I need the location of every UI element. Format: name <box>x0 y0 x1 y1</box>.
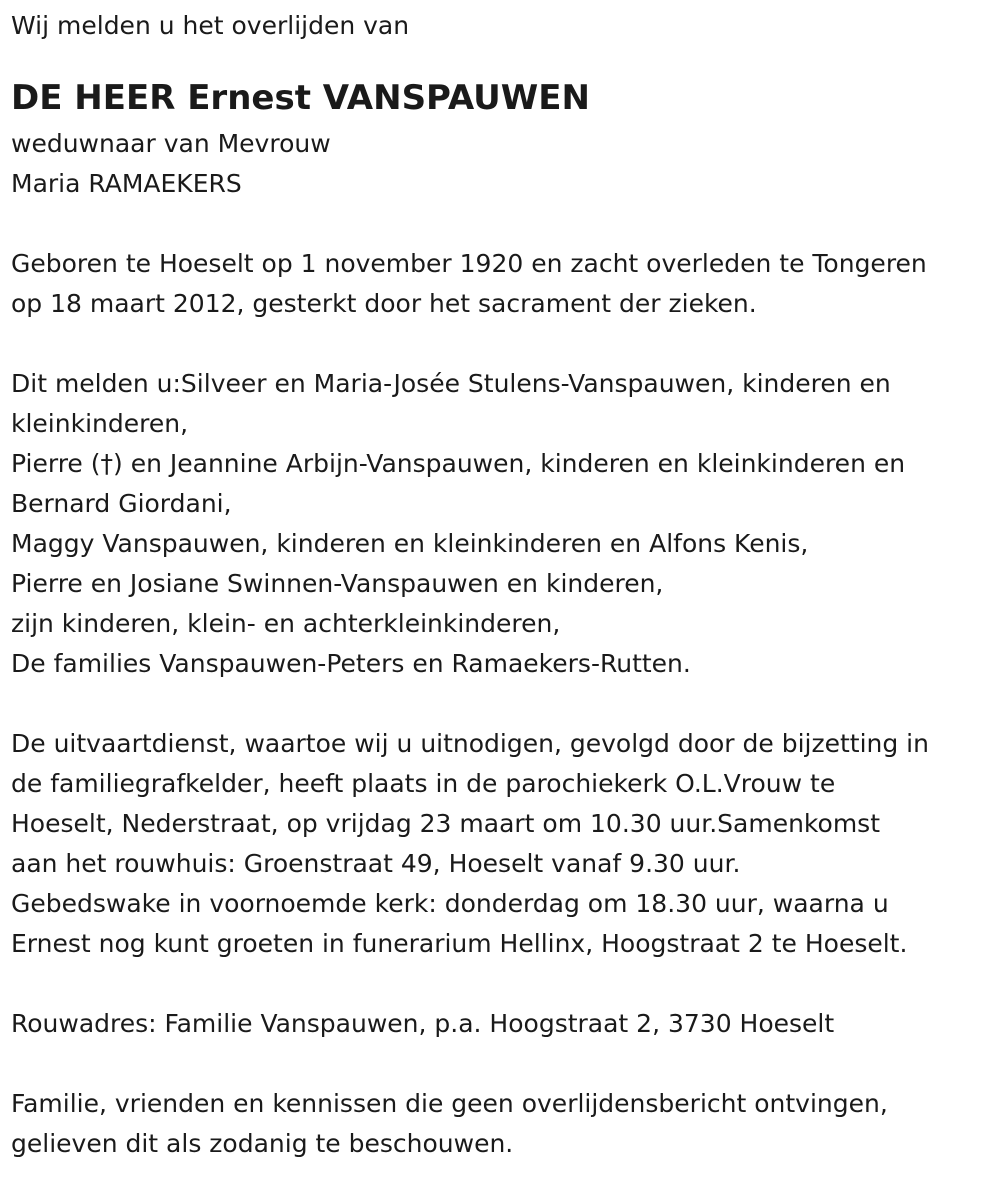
funeral-line: De uitvaartdienst, waartoe wij u uitnodigen, gevolgd door de bijzetting in <box>11 729 929 758</box>
family-line: zijn kinderen, klein- en achterkleinkinderen, <box>11 609 561 638</box>
funeral-line: aan het rouwhuis: Groenstraat 49, Hoeselt vanaf 9.30 uur. <box>11 849 741 878</box>
deceased-name: DE HEER Ernest VANSPAUWEN <box>11 78 590 118</box>
intro-text: Wij melden u het overlijden van <box>11 11 410 40</box>
closing-block <box>11 1084 990 1164</box>
family-line: kleinkinderen, <box>11 409 189 438</box>
spouse-line: Maria RAMAEKERS <box>11 169 242 198</box>
closing-line: Familie, vrienden en kennissen die geen overlijdensbericht ontvingen, <box>11 1089 888 1118</box>
family-line: Maggy Vanspauwen, kinderen en kleinkinderen en Alfons Kenis, <box>11 529 809 558</box>
birth-death-line: Geboren te Hoeselt op 1 november 1920 en zacht overleden te Tongeren <box>11 249 927 278</box>
funeral-line: Hoeselt, Nederstraat, op vrijdag 23 maart om 10.30 uur.Samenkomst <box>11 809 880 838</box>
birth-death-line: op 18 maart 2012, gesterkt door het sacrament der zieken. <box>11 289 757 318</box>
funeral-line: Gebedswake in voornoemde kerk: donderdag om 18.30 uur, waarna u <box>11 889 889 918</box>
funeral-line: de familiegrafkelder, heeft plaats in de parochiekerk O.L.Vrouw te <box>11 769 836 798</box>
family-line: Dit melden u:Silveer en Maria-Josée Stulens-Vanspauwen, kinderen en <box>11 369 891 398</box>
family-line: Bernard Giordani, <box>11 489 232 518</box>
mourning-address: Rouwadres: Familie Vanspauwen, p.a. Hoogstraat 2, 3730 Hoeselt <box>11 1009 835 1038</box>
family-line: Pierre en Josiane Swinnen-Vanspauwen en kinderen, <box>11 569 664 598</box>
spouse-block <box>11 124 990 204</box>
funeral-line: Ernest nog kunt groeten in funerarium Hellinx, Hoogstraat 2 te Hoeselt. <box>11 929 908 958</box>
spouse-line: weduwnaar van Mevrouw <box>11 129 331 158</box>
funeral-block <box>11 724 990 964</box>
family-block <box>11 364 990 684</box>
closing-line: gelieven dit als zodanig te beschouwen. <box>11 1129 514 1158</box>
birth-death-block <box>11 244 990 324</box>
family-line: De families Vanspauwen-Peters en Ramaekers-Rutten. <box>11 649 691 678</box>
family-line: Pierre (†) en Jeannine Arbijn-Vanspauwen, kinderen en kleinkinderen en <box>11 449 906 478</box>
